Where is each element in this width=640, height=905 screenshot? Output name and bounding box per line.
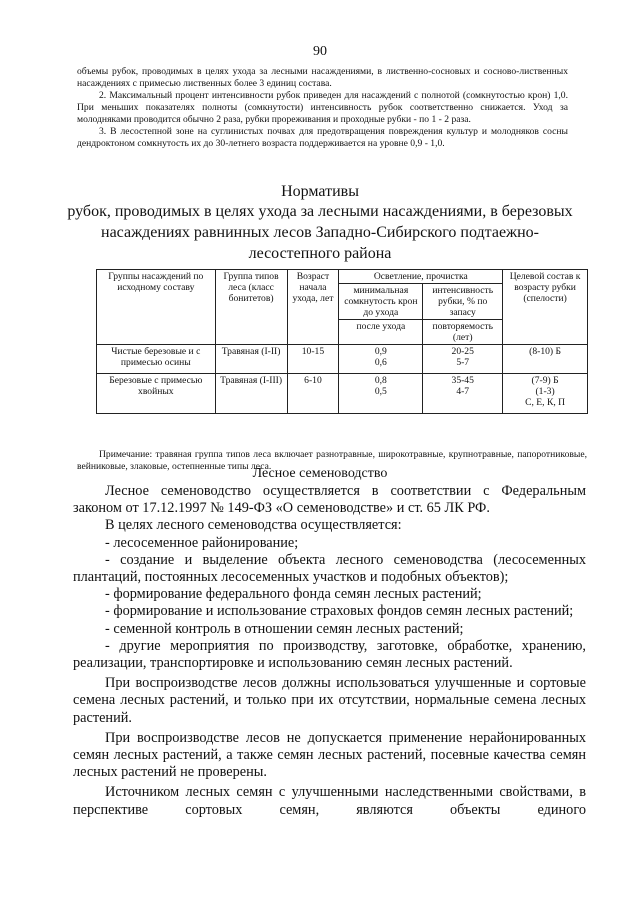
header-intensity: интенсивность рубки, % по запасу	[423, 284, 503, 320]
body-paragraph: При воспроизводстве лесов должны использоваться улучшенные и сортовые семена лесных растений, и только при их отсутствии, нормальные семена лесных растений.	[73, 675, 586, 726]
intro-paragraph-3: 3. В лесостепной зоне на суглинистых почвах для предотвращения повреждения культур и молодняков сосны дендроктоном сомкнутость их до 30-летнего возраста поддерживается на уровне 0,9 - 1,0.	[77, 126, 568, 149]
cell-intensity: 20-25 5-7	[423, 345, 503, 374]
intro-paragraph-1: объемы рубок, проводимых в целях ухода за лесными насаждениями, в лиственно-сосновых и сосново-лиственных насаждениях с примесью лиственных более 3 единиц состава.	[77, 66, 568, 89]
body-paragraph: - семенной контроль в отношении семян лесных растений;	[105, 620, 464, 637]
body-text	[73, 483, 586, 819]
header-target-composition: Целевой состав к возрасту рубки (спелости)	[503, 270, 588, 345]
cell-min: 0,9 0,6	[339, 345, 423, 374]
page-number: 90	[313, 44, 327, 59]
table-row	[97, 374, 588, 414]
cell-type: Травяная (I-II)	[215, 345, 287, 374]
intro-notes	[77, 66, 568, 150]
header-start-age: Возраст начала ухода, лет	[287, 270, 339, 345]
norm-title-line2: рубок, проводимых в целях ухода за лесными насаждениями, в березовых насаждениях равнинных лесов Западно-Сибирского подтаежно-лесостепного района	[67, 203, 573, 262]
table-row	[97, 345, 588, 374]
body-paragraph: Источником лесных семян с улучшенными наследственными свойствами, в перспективе сортовых семян, являются объекты единого	[73, 784, 586, 818]
cell-intensity: 35-45 4-7	[423, 374, 503, 414]
cell-min: 0,8 0,5	[339, 374, 423, 414]
body-paragraph: - создание и выделение объекта лесного семеноводства (лесосеменных плантаций, постоянных лесосеменных участков и подобных объектов);	[73, 551, 586, 586]
body-paragraph: - лесосеменное районирование;	[105, 534, 299, 551]
intro-paragraph-2: 2. Максимальный процент интенсивности рубок приведен для насаждений с полнотой (сомкнутостью крон) 1,0. При меньших показателях полноты (сомкнутости) интенсивность рубок соответственно снижается. Уход за молодняками проводится обычно 2 раза, рубки прореживания и проходные рубки - по 1 - 2 раза.	[77, 90, 568, 125]
cell-target: (8-10) Б	[503, 345, 588, 374]
header-forest-type: Группа типов леса (класс бонитетов)	[215, 270, 287, 345]
cell-group: Березовые с примесью хвойных	[97, 374, 216, 414]
body-paragraph: - формирование федерального фонда семян лесных растений;	[105, 586, 482, 603]
header-after-care: после ухода	[339, 320, 423, 345]
body-paragraph: В целях лесного семеноводства осуществляется:	[105, 517, 402, 534]
norms-table	[96, 269, 588, 414]
header-repeat: повторяемость (лет)	[423, 320, 503, 345]
cell-age: 6-10	[287, 374, 339, 414]
body-paragraph: - другие мероприятия по производству, заготовке, обработке, хранению, реализации, транспортировке и использованию семян лесных растений.	[73, 637, 586, 672]
norm-title-line1: Нормативы	[281, 183, 359, 200]
body-paragraph: Лесное семеноводство осуществляется в соответствии с Федеральным законом от 17.12.1997 № 149-ФЗ «О семеноводстве» и ст. 65 ЛК РФ.	[73, 483, 586, 517]
cell-group: Чистые березовые и с примесью осины	[97, 345, 216, 374]
section-title: Лесное семеноводство	[252, 466, 388, 481]
header-min-density: минимальная сомкнутость крон до ухода	[339, 284, 423, 320]
header-lightening: Осветление, прочистка	[339, 270, 503, 284]
body-paragraph: - формирование и использование страховых фондов семян лесных растений;	[105, 603, 574, 620]
cell-type: Травяная (I-III)	[215, 374, 287, 414]
table-note: Примечание: травяная группа типов леса включает разнотравные, широкотравные, крупнотравные, папоротниковые, вейниковые, злаковые, остепненные типы леса.	[77, 449, 587, 472]
cell-target: (7-9) Б (1-3) С, Е, К, П	[503, 374, 588, 414]
body-paragraph: При воспроизводстве лесов не допускается применение нерайонированных семян лесных растений, а также семян лесных растений, посевные качества семян лесных растений не проверены.	[73, 729, 586, 781]
cell-age: 10-15	[287, 345, 339, 374]
header-group: Группы насаждений по исходному составу	[97, 270, 216, 345]
